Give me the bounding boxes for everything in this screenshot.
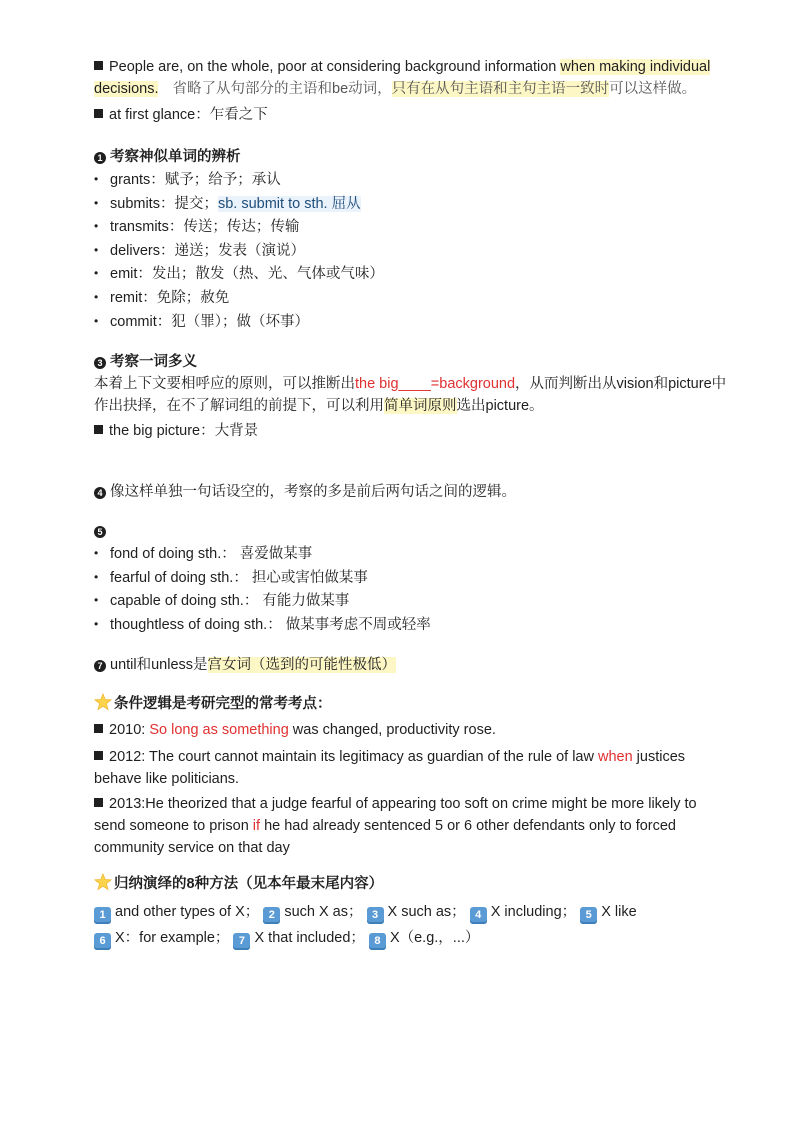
square-bullet-icon: [94, 751, 103, 760]
highlighted-note: sb. submit to sth. 屈从: [217, 195, 361, 212]
heading-text: 考察神似单词的辨析: [110, 149, 241, 165]
red-emphasis: when: [597, 748, 633, 765]
example-2013-cont: send someone to prison if he had already sentenced 5 or 6 other defendants only to forced: [94, 817, 677, 834]
square-bullet-icon: [94, 724, 103, 733]
sparkle-star-icon: [94, 693, 112, 711]
keycap-6-icon: 6: [94, 933, 111, 950]
highlighted-text: 宫女词（选到的可能性极低）: [207, 656, 397, 673]
section-heading-similar-words: [94, 146, 704, 168]
section-logic-note: [94, 481, 704, 503]
square-bullet-icon: [94, 109, 103, 118]
methods-row-2: 6 X：for example； 7 X that included； 8 X（e.g.，...）: [94, 925, 704, 951]
keycap-4-icon: 4: [470, 907, 487, 924]
example-2010: 2010: So long as something was changed, productivity rose.: [94, 719, 704, 741]
keycap-5-icon: 5: [580, 907, 597, 924]
glance-note: [94, 104, 704, 126]
list-item: • delivers：递送；发表（演说）: [94, 239, 704, 263]
keycap-7-icon: 7: [233, 933, 250, 950]
heading-text: 考察一词多义: [110, 354, 197, 371]
list-item: • remit：免除；赦免: [94, 286, 704, 310]
list-item: • grants：赋予；给予；承认: [94, 168, 704, 192]
example-2012-cont: behave like politicians.: [94, 770, 240, 787]
keycap-2-icon: 2: [263, 907, 280, 924]
phrase-definition: the big picture：大背景: [109, 423, 259, 440]
notes-page: [94, 56, 727, 951]
phrase-definition: at first glance：乍看之下: [109, 107, 268, 123]
example-2013: 2013:He theorized that a judge fearful of appearing too soft on crime might be more likely to: [94, 793, 704, 815]
grammar-note-tail: 可以这样做。: [609, 81, 697, 97]
circled-number-icon: 3: [94, 357, 106, 369]
note-text: 像这样单独一句话设空的，考察的多是前后两句话之间的逻辑。: [110, 484, 516, 501]
sparkle-star-icon: [94, 873, 112, 891]
highlighted-text: when making individual: [560, 59, 711, 75]
list-item: • fond of doing sth.： 喜爱做某事: [94, 542, 704, 566]
red-emphasis: if: [252, 817, 261, 834]
red-emphasis: So long as something: [149, 721, 289, 738]
circled-number-icon: 1: [94, 152, 106, 164]
sentence-continuation: [94, 78, 704, 100]
highlighted-text: decisions.: [94, 81, 159, 97]
polysemy-paragraph-line2: 作出抉择，在不了解词组的前提下，可以利用简单词原则选出picture。: [94, 398, 544, 415]
methods-row-1: 1 and other types of X； 2 such X as； 3 X such as； 4 X including； 5 X like: [94, 899, 704, 925]
polysemy-paragraph-line1: 本着上下文要相呼应的原则，可以推断出the big____=background，从而判断出从vision和picture中: [94, 376, 727, 393]
adjective-phrase-list: [94, 542, 704, 636]
red-emphasis: the big____=background: [355, 376, 516, 393]
section-heading-polysemy: [94, 351, 704, 373]
square-bullet-icon: [94, 798, 103, 807]
list-item: • submits：提交；sb. submit to sth. 屈从: [94, 192, 704, 216]
example-2012: 2012: The court cannot maintain its legitimacy as guardian of the rule of law when justices: [94, 746, 704, 768]
big-picture-note: [94, 420, 704, 442]
keycap-1-icon: 1: [94, 907, 111, 924]
circled-number-icon: 5: [94, 526, 106, 538]
highlighted-note: 只有在从句主语和主句主语一致时: [391, 81, 610, 97]
similar-words-list: [94, 168, 704, 333]
list-item: • transmits：传送；传达；传输: [94, 215, 704, 239]
sentence-text: People are, on the whole, poor at considering background information: [109, 59, 561, 75]
heading-text: 条件逻辑是考研完型的常考考点：: [114, 695, 332, 712]
section-adjective-phrases: [94, 520, 704, 542]
highlighted-text: 简单词原则: [384, 398, 457, 415]
square-bullet-icon: [94, 425, 103, 434]
square-bullet-icon: [94, 61, 103, 70]
section-heading-conditional-logic: [94, 693, 704, 715]
list-item: • commit：犯（罪）；做（坏事）: [94, 310, 704, 334]
list-item: • fearful of doing sth.： 担心或害怕做某事: [94, 566, 704, 590]
grammar-note: 省略了从句部分的主语和be动词，: [172, 81, 392, 97]
list-item: • emit：发出；散发（热、光、气体或气味）: [94, 262, 704, 286]
keycap-8-icon: 8: [369, 933, 386, 950]
list-item: • thoughtless of doing sth.： 做某事考虑不周或轻率: [94, 613, 704, 637]
example-sentence: [94, 56, 711, 78]
section-heading-induction-methods: [94, 873, 704, 895]
example-2013-cont2: community service on that day: [94, 839, 290, 856]
circled-number-icon: 7: [94, 660, 106, 672]
circled-number-icon: 4: [94, 487, 106, 499]
list-item: • capable of doing sth.： 有能力做某事: [94, 589, 704, 613]
keycap-3-icon: 3: [367, 907, 384, 924]
section-until-unless: 7 until和unless是宫女词（选到的可能性极低）: [94, 654, 704, 676]
heading-text: 归纳演绎的8种方法（见本年最末尾内容）: [114, 875, 384, 892]
